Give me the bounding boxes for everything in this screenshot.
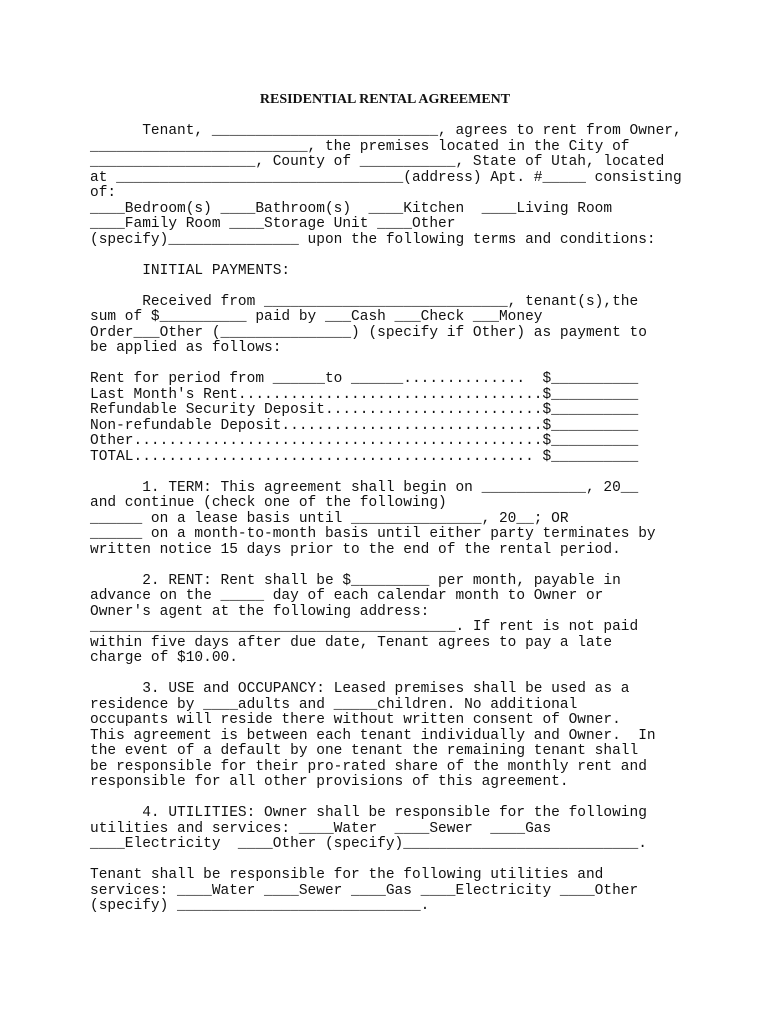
document-line: (specify)_______________ upon the following terms and conditions: <box>90 231 656 248</box>
document-line: residence by ____adults and _____children. No additional <box>90 696 578 713</box>
document-line: be applied as follows: <box>90 340 282 356</box>
document-line: responsible for all other provisions of this agreement. <box>90 774 569 790</box>
document-line: 2. RENT: Rent shall be $_________ per month, payable in <box>90 572 621 589</box>
rental-agreement-document <box>90 91 690 915</box>
document-body <box>90 124 690 915</box>
document-line: Refundable Security Deposit.........................$__________ <box>90 402 639 418</box>
document-line: within five days after due date, Tenant agrees to pay a late <box>90 634 613 651</box>
document-line: 1. TERM: This agreement shall begin on ____________, 20__ <box>90 479 639 496</box>
document-line: Order___Other (_______________) (specify if Other) as payment to <box>90 324 647 341</box>
document-line: Received from ____________________________, tenant(s),the <box>90 293 639 310</box>
document-line: TOTAL.............................................. $__________ <box>90 448 639 465</box>
document-line: written notice 15 days prior to the end of the rental period. <box>90 541 621 558</box>
document-line: (specify) ____________________________. <box>90 898 430 914</box>
blank-line <box>90 465 690 481</box>
document-line: 3. USE and OCCUPANCY: Leased premises shall be used as a <box>90 681 630 697</box>
document-line: Other...............................................$__________ <box>90 433 639 449</box>
document-line: Non-refundable Deposit..............................$__________ <box>90 417 639 434</box>
document-line: Rent for period from ______to ______.............. $__________ <box>90 371 639 387</box>
document-line: at _________________________________(address) Apt. #_____ consisting <box>90 169 682 186</box>
document-line: and continue (check one of the following) <box>90 495 447 511</box>
document-line: Tenant, __________________________, agrees to rent from Owner, <box>90 123 682 139</box>
document-line: _________________________, the premises located in the City of <box>90 138 630 155</box>
document-line: the event of a default by one tenant the remaining tenant shall <box>90 743 639 759</box>
blank-line <box>90 248 690 264</box>
document-line: ______ on a month-to-month basis until either party terminates by <box>90 526 656 542</box>
document-line: services: ____Water ____Sewer ____Gas ____Electricity ____Other <box>90 882 639 899</box>
document-line: ____Bedroom(s) ____Bathroom(s) ____Kitchen ____Living Room <box>90 200 613 217</box>
document-line: be responsible for their pro-rated share of the monthly rent and <box>90 758 647 775</box>
document-line: charge of $10.00. <box>90 650 238 666</box>
document-line: 4. UTILITIES: Owner shall be responsible for the following <box>90 805 647 821</box>
document-line: ______ on a lease basis until _______________, 20__; OR <box>90 510 569 527</box>
document-line: advance on the _____ day of each calendar month to Owner or <box>90 588 604 604</box>
document-line: __________________________________________. If rent is not paid <box>90 619 639 635</box>
document-line: ____Electricity ____Other (specify)___________________________. <box>90 836 647 852</box>
blank-line <box>90 791 690 807</box>
document-line: occupants will reside there without written consent of Owner. <box>90 712 621 728</box>
document-line: Owner's agent at the following address: <box>90 603 430 620</box>
document-line: Tenant shall be responsible for the following utilities and <box>90 867 604 883</box>
document-line: sum of $__________ paid by ___Cash ___Check ___Money <box>90 309 543 325</box>
document-line: ____Family Room ____Storage Unit ____Other <box>90 216 456 232</box>
blank-line <box>90 667 690 683</box>
blank-line <box>90 853 690 869</box>
blank-line <box>90 279 690 295</box>
document-title: RESIDENTIAL RENTAL AGREEMENT <box>259 92 511 107</box>
document-line: This agreement is between each tenant individually and Owner. In <box>90 727 656 744</box>
document-line: utilities and services: ____Water ____Sewer ____Gas <box>90 820 552 837</box>
document-line: Last Month's Rent...................................$__________ <box>90 386 639 403</box>
document-line: of: <box>90 185 117 201</box>
document-line: INITIAL PAYMENTS: <box>90 262 291 279</box>
blank-line <box>90 558 690 574</box>
blank-line <box>90 357 690 373</box>
document-line: ___________________, County of ___________, State of Utah, located <box>90 154 665 170</box>
